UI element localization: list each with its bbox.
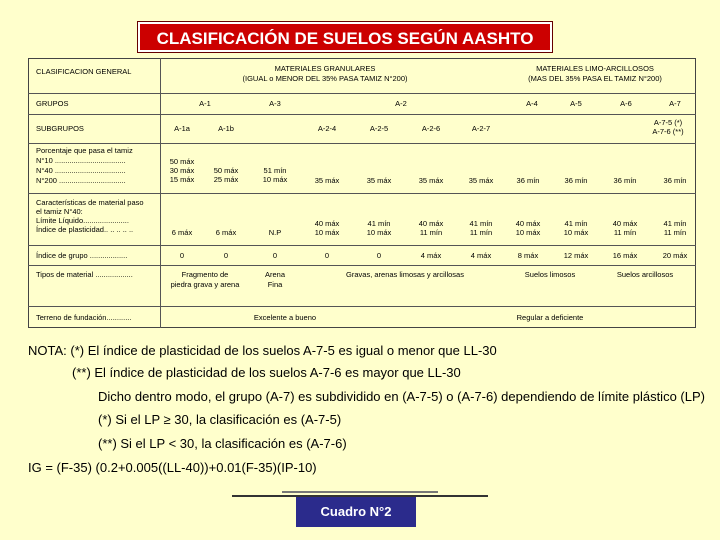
value-cell: 20 máx bbox=[662, 251, 688, 260]
table-divider bbox=[28, 306, 696, 307]
table-divider bbox=[28, 265, 696, 266]
value-cell: 0 bbox=[272, 251, 278, 260]
row-label-tipos: Tipos de material .................. bbox=[36, 270, 133, 279]
cuadro-label: Cuadro N°2 bbox=[296, 497, 416, 527]
value-cell: 36 mín bbox=[663, 176, 687, 185]
value-cell: 30 máx bbox=[169, 166, 195, 175]
table-divider bbox=[28, 143, 696, 144]
row-label-indice: Índice de grupo .................. bbox=[36, 251, 128, 260]
row-label-caract: Características de material paso bbox=[36, 198, 144, 207]
row-label-tamiz-n10: N°10 .................................. bbox=[36, 156, 126, 165]
value-cell: 35 máx bbox=[418, 176, 444, 185]
subgroup-a1a: A-1a bbox=[174, 124, 190, 133]
tipo-a3: Arena bbox=[264, 270, 285, 279]
group-a6: A-6 bbox=[620, 99, 632, 108]
row-label-ll: Límite Líquido...................... bbox=[36, 216, 129, 225]
group-a7: A-7 bbox=[669, 99, 681, 108]
subgroup-a25: A-2-5 bbox=[369, 124, 389, 133]
subgroup-a75: A-7-5 (*) bbox=[653, 118, 683, 127]
value-cell: 35 máx bbox=[314, 176, 340, 185]
terreno-granular: Excelente a bueno bbox=[253, 313, 317, 322]
group-a4: A-4 bbox=[526, 99, 538, 108]
tipo-a2: Gravas, arenas limosas y arcillosas bbox=[346, 270, 464, 279]
value-cell: 10 máx bbox=[515, 228, 541, 237]
tipo-limosos: Suelos limosos bbox=[524, 270, 576, 279]
row-label-grupos: GRUPOS bbox=[36, 99, 69, 108]
value-cell: N.P bbox=[268, 228, 282, 237]
value-cell: 8 máx bbox=[517, 251, 539, 260]
value-cell: 6 máx bbox=[171, 228, 193, 237]
value-cell: 40 máx bbox=[515, 219, 541, 228]
header-granular: MATERIALES GRANULARES bbox=[274, 64, 376, 73]
value-cell: 12 máx bbox=[563, 251, 589, 260]
value-cell: 4 máx bbox=[470, 251, 492, 260]
subgroup-a76: A-7-6 (**) bbox=[652, 127, 684, 136]
value-cell: 10 máx bbox=[563, 228, 589, 237]
value-cell: 11 mín bbox=[419, 228, 443, 237]
value-cell: 36 mín bbox=[516, 176, 540, 185]
value-cell: 10 máx bbox=[366, 228, 392, 237]
header-granular-sub: (IGUAL o MENOR DEL 35% PASA TAMIZ N°200) bbox=[242, 74, 408, 83]
value-cell: 36 mín bbox=[564, 176, 588, 185]
table-divider bbox=[28, 114, 696, 115]
value-cell: 40 máx bbox=[314, 219, 340, 228]
value-cell: 36 mín bbox=[613, 176, 637, 185]
value-cell: 15 máx bbox=[169, 175, 195, 184]
value-cell: 51 mín bbox=[263, 166, 287, 175]
value-cell: 40 máx bbox=[612, 219, 638, 228]
terreno-limo: Regular a deficiente bbox=[516, 313, 584, 322]
subgroup-a27: A-2-7 bbox=[471, 124, 491, 133]
table-divider bbox=[28, 245, 696, 246]
subgroup-a1b: A-1b bbox=[218, 124, 234, 133]
table-divider bbox=[28, 193, 696, 194]
row-label-tamiz: Porcentaje que pasa el tamiz bbox=[36, 146, 133, 155]
formula-ig: IG = (F-35) (0.2+0.005((LL-40))+0.01(F-35)(IP-10) bbox=[28, 460, 317, 475]
row-label-subgrupos: SUBGRUPOS bbox=[36, 124, 84, 133]
value-cell: 11 mín bbox=[613, 228, 637, 237]
tipo-a3-sub: Fina bbox=[267, 280, 283, 289]
group-a2: A-2 bbox=[395, 99, 407, 108]
value-cell: 11 mín bbox=[663, 228, 687, 237]
value-cell: 0 bbox=[376, 251, 382, 260]
value-cell: 41 mín bbox=[663, 219, 687, 228]
note-5: (**) Si el LP < 30, la clasificación es (A-7-6) bbox=[98, 436, 347, 451]
value-cell: 11 mín bbox=[469, 228, 493, 237]
subgroup-a24: A-2-4 bbox=[317, 124, 337, 133]
value-cell: 4 máx bbox=[420, 251, 442, 260]
note-2: (**) El índice de plasticidad de los suelos A-7-6 es mayor que LL-30 bbox=[72, 365, 461, 380]
row-label-tamiz-n40: N°40 .................................. bbox=[36, 166, 126, 175]
table-divider bbox=[28, 93, 696, 94]
group-a3: A-3 bbox=[269, 99, 281, 108]
group-a5: A-5 bbox=[570, 99, 582, 108]
value-cell: 41 mín bbox=[367, 219, 391, 228]
note-3: Dicho dentro modo, el grupo (A-7) es subdividido en (A-7-5) o (A-7-6) dependiendo de límite plástico (LP) bbox=[98, 389, 705, 404]
value-cell: 50 máx bbox=[169, 157, 195, 166]
header-limo-sub: (MAS DEL 35% PASA EL TAMIZ N°200) bbox=[528, 74, 662, 83]
row-label-caract-2: el tamiz N°40: bbox=[36, 207, 83, 216]
value-cell: 41 mín bbox=[469, 219, 493, 228]
row-label-ip: Índice de plasticidad.. .. .. .. .. bbox=[36, 225, 134, 234]
subgroup-a26: A-2-6 bbox=[421, 124, 441, 133]
group-a1: A-1 bbox=[199, 99, 211, 108]
note-4: (*) Si el LP ≥ 30, la clasificación es (A-7-5) bbox=[98, 412, 342, 427]
tipo-a1: Fragmento de bbox=[181, 270, 229, 279]
tipo-arcillosos: Suelos arcillosos bbox=[616, 270, 674, 279]
value-cell: 0 bbox=[223, 251, 229, 260]
header-limo: MATERIALES LIMO-ARCILLOSOS bbox=[536, 64, 654, 73]
value-cell: 10 máx bbox=[262, 175, 288, 184]
value-cell: 10 máx bbox=[314, 228, 340, 237]
note-1: NOTA: (*) El índice de plasticidad de los suelos A-7-5 es igual o menor que LL-30 bbox=[28, 343, 497, 358]
value-cell: 0 bbox=[179, 251, 185, 260]
value-cell: 40 máx bbox=[418, 219, 444, 228]
value-cell: 25 máx bbox=[213, 175, 239, 184]
value-cell: 50 máx bbox=[213, 166, 239, 175]
value-cell: 35 máx bbox=[468, 176, 494, 185]
value-cell: 0 bbox=[324, 251, 330, 260]
value-cell: 6 máx bbox=[215, 228, 237, 237]
row-label-terreno: Terreno de fundación............ bbox=[36, 313, 132, 322]
header-general: CLASIFICACION GENERAL bbox=[36, 67, 132, 76]
value-cell: 16 máx bbox=[612, 251, 638, 260]
tipo-a1-sub: piedra grava y arena bbox=[170, 280, 240, 289]
value-cell: 41 mín bbox=[564, 219, 588, 228]
value-cell: 35 máx bbox=[366, 176, 392, 185]
divider-line bbox=[282, 491, 438, 493]
page-title: CLASIFICACIÓN DE SUELOS SEGÚN AASHTO bbox=[138, 22, 552, 52]
row-label-tamiz-n200: N°200 ................................ bbox=[36, 176, 126, 185]
